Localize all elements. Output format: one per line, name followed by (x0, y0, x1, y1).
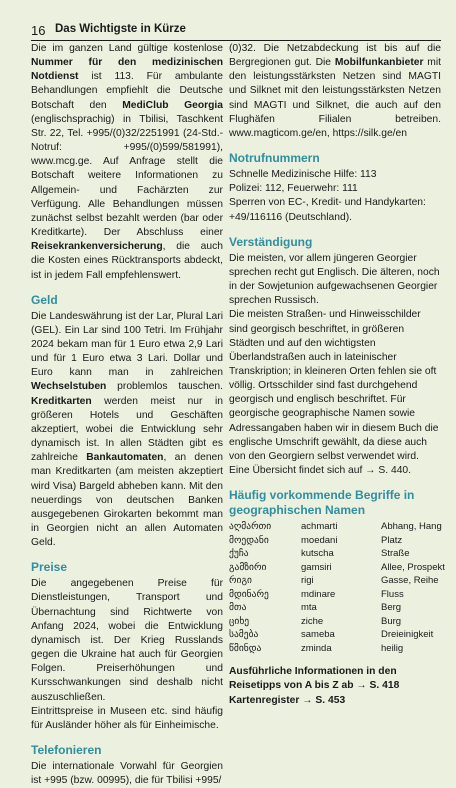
georgian-term: სამება (229, 629, 259, 641)
german-meaning: Abhang, Hang (381, 521, 442, 533)
georgian-term: მოედანი (229, 534, 269, 546)
bold-term: Mobilfunkanbieter (334, 57, 424, 69)
telefon-paragraph: Die internationale Vorwahl für Georgien ist +995 (bzw. 00995), die für Tbilisi +995/ (31, 761, 223, 787)
text-run: (englischsprachig) in Tbilisi, Taschkent Str. 22, Tel. +995/(0)32/2251991 (24-Std.-Notruf: +995/(0)599/581991), www.mcg.ge. Auf Anfrage stellt die Botschaft weitere Informationen zu Allgemein- und Fachärzten zur Verfügung. Alle Behandlungen müssen zunächst selbst bezahlt werden (bar oder Kreditkarte). Der Abschluss einer (31, 113, 223, 239)
georgian-term: მდინარე (229, 588, 269, 600)
notruf-line: Sperren von EC-, Kredit- und Handykarten: +49/116116 (Deutschland). (229, 197, 426, 223)
text-run: Die im ganzen Land gültige kostenlose (31, 43, 223, 54)
verstaendigung-paragraph-2: Die meisten Straßen- und Hinweisschilder sind georgisch beschriftet, in größeren Städten und auf den wichtigsten Überlandstraßen auch in lateinischer Transkription; in kleineren Orten fehlen sie oft völlig. Ortsschilder sind fast durchgehend georgisch und englisch beschriftet. Für georgische geographische Namen sowie Adressangaben haben wir in diesem Buch die englische Umschrift gewählt, da diese auch von den Georgiern selbst verwendet wird. (229, 309, 439, 462)
notruf-line: Polizei: 112, Feuerwehr: 111 (229, 183, 358, 195)
text-run: mit den leistungsstärksten Netzen sind MAGTI und Silknet mit den leistungsstärksten Netzen sind MAGTI und Silknet, die auch auf den Flughäfen Filialen betreiben. www.magticom.ge/en, https://silk.ge/en (229, 57, 441, 139)
transliteration: mdinare (301, 588, 336, 600)
transliteration: moedani (301, 534, 338, 546)
bold-term: Nummer für den medizinischen Notdienst (31, 57, 223, 83)
section-heading-telefonieren: Telefonieren (31, 743, 102, 758)
section-heading-preise: Preise (31, 560, 68, 575)
bold-term: Bankautomaten (86, 452, 164, 464)
german-meaning: Straße (381, 548, 410, 560)
terms-table (229, 520, 445, 655)
running-header (31, 22, 441, 41)
german-meaning: Gasse, Reihe (381, 575, 439, 587)
georgian-term: აღმართი (229, 521, 272, 533)
preise-paragraph: Die angegebenen Preise für Dienstleistungen, Transport und Übernachtung sind Richtwerte von Anfang 2024, wobei die Entwicklung dynamisch ist. Der Krieg Russlands gegen die Ukraine hat auch für Georgien Folgen. Preiserhöhungen und Kursschwankungen sind deshalb nicht auszuschließen. (31, 578, 223, 703)
notruf-line: Schnelle Medizinische Hilfe: 113 (229, 169, 377, 181)
section-heading-notruf: Notrufnummern (229, 151, 320, 166)
german-meaning: Allee, Prospekt (381, 561, 445, 573)
transliteration: mta (301, 602, 317, 614)
geld-paragraph (31, 310, 223, 551)
bold-term: Kreditkarten (31, 395, 92, 407)
text-run: , an denen man Kreditkarten (am meisten akzeptiert wird Visa) Bargeld abheben kann. Mit den neuerdings von deutschen Banken ausgegebenen Girokarten bekommt man in Georgien nicht an allen Automaten Geld. (31, 452, 224, 549)
georgian-term: რიგი (229, 575, 252, 587)
text-run: Die Landeswährung ist der Lar, Plural Lari (GEL). Ein Lar sind 100 Tetri. (31, 310, 223, 336)
transliteration: zminda (301, 642, 332, 654)
text-run: ist 113. Für ambulante Behandlungen empfiehlt die Deutsche Botschaft den (31, 71, 223, 111)
georgian-term: გამზირი (229, 561, 267, 573)
footnote (229, 665, 441, 707)
text-run: Im Frühjahr 2024 bekam man für 1 Euro etwa 2,9 Lari und für 1 Euro etwa 3 Lari. Dollar und Euro kann man in zahlreichen (31, 324, 223, 379)
section-heading-geld: Geld (31, 292, 58, 307)
german-meaning: heilig (381, 642, 404, 654)
transliteration: sameba (301, 629, 335, 641)
verstaendigung-paragraph: Die meisten, vor allem jüngeren Georgier sprechen recht gut Englisch. Die älteren, noch in der Sowjetunion aufgewachsenen Georgier sprechen Russisch. (229, 252, 440, 307)
text-run: problemlos tauschen. (106, 381, 223, 393)
german-meaning: Berg (381, 602, 402, 614)
german-meaning: Dreieinigkeit (381, 629, 434, 641)
page-number: 16 (31, 23, 46, 38)
georgian-term: ციხე (229, 615, 250, 627)
left-column (31, 42, 223, 788)
transliteration: achmarti (301, 521, 338, 533)
section-heading-begriffe: Häufig vorkommende Begriffe in geographischen Namen (229, 488, 415, 518)
telefon-continued-paragraph (229, 42, 441, 141)
footnote-line: Kartenregister → S. 453 (229, 694, 346, 706)
section-heading-verstaendigung: Verständigung (229, 234, 313, 249)
text-run: (0)32. Die Netzabdeckung ist bis auf die Bergregionen gut. Die (229, 43, 441, 69)
bold-term: MediClub Georgia (122, 99, 223, 111)
bold-term: Reisekrankenversicherung (31, 241, 163, 253)
running-title: Das Wichtigste in Kürze (55, 23, 186, 35)
bold-term: Wechselstuben (31, 381, 107, 393)
german-meaning: Fluss (381, 588, 404, 600)
preise-paragraph-2: Eintrittspreise in Museen etc. sind häufig für Ausländer höher als für Einheimische. (31, 705, 223, 731)
text-run: , die auch die Kosten eines Rücktransports abdeckt, ist in jedem Fall empfehlenswert. (31, 241, 223, 281)
transliteration: ziche (301, 615, 324, 627)
georgian-term: მთა (229, 602, 247, 614)
right-column (229, 42, 445, 708)
transliteration: kutscha (301, 548, 334, 560)
transliteration: gamsiri (301, 561, 332, 573)
german-meaning: Burg (381, 615, 402, 627)
transliteration: rigi (301, 575, 314, 587)
german-meaning: Platz (381, 534, 403, 546)
intro-paragraph (31, 42, 223, 283)
georgian-term: ქუჩა (229, 548, 249, 560)
georgian-term: წმინდა (229, 642, 262, 654)
verstaendigung-crossref: Eine Übersicht findet sich auf → S. 440. (229, 465, 412, 477)
text-run: werden meist nur in größeren Hotels und Geschäften akzeptiert, wobei die Entwicklung sehr dynamisch ist. In allen Städten gibt es zahlreiche (31, 395, 223, 464)
footnote-line: Ausführliche Informationen in den Reisetipps von A bis Z ab → S. 418 (229, 666, 400, 692)
